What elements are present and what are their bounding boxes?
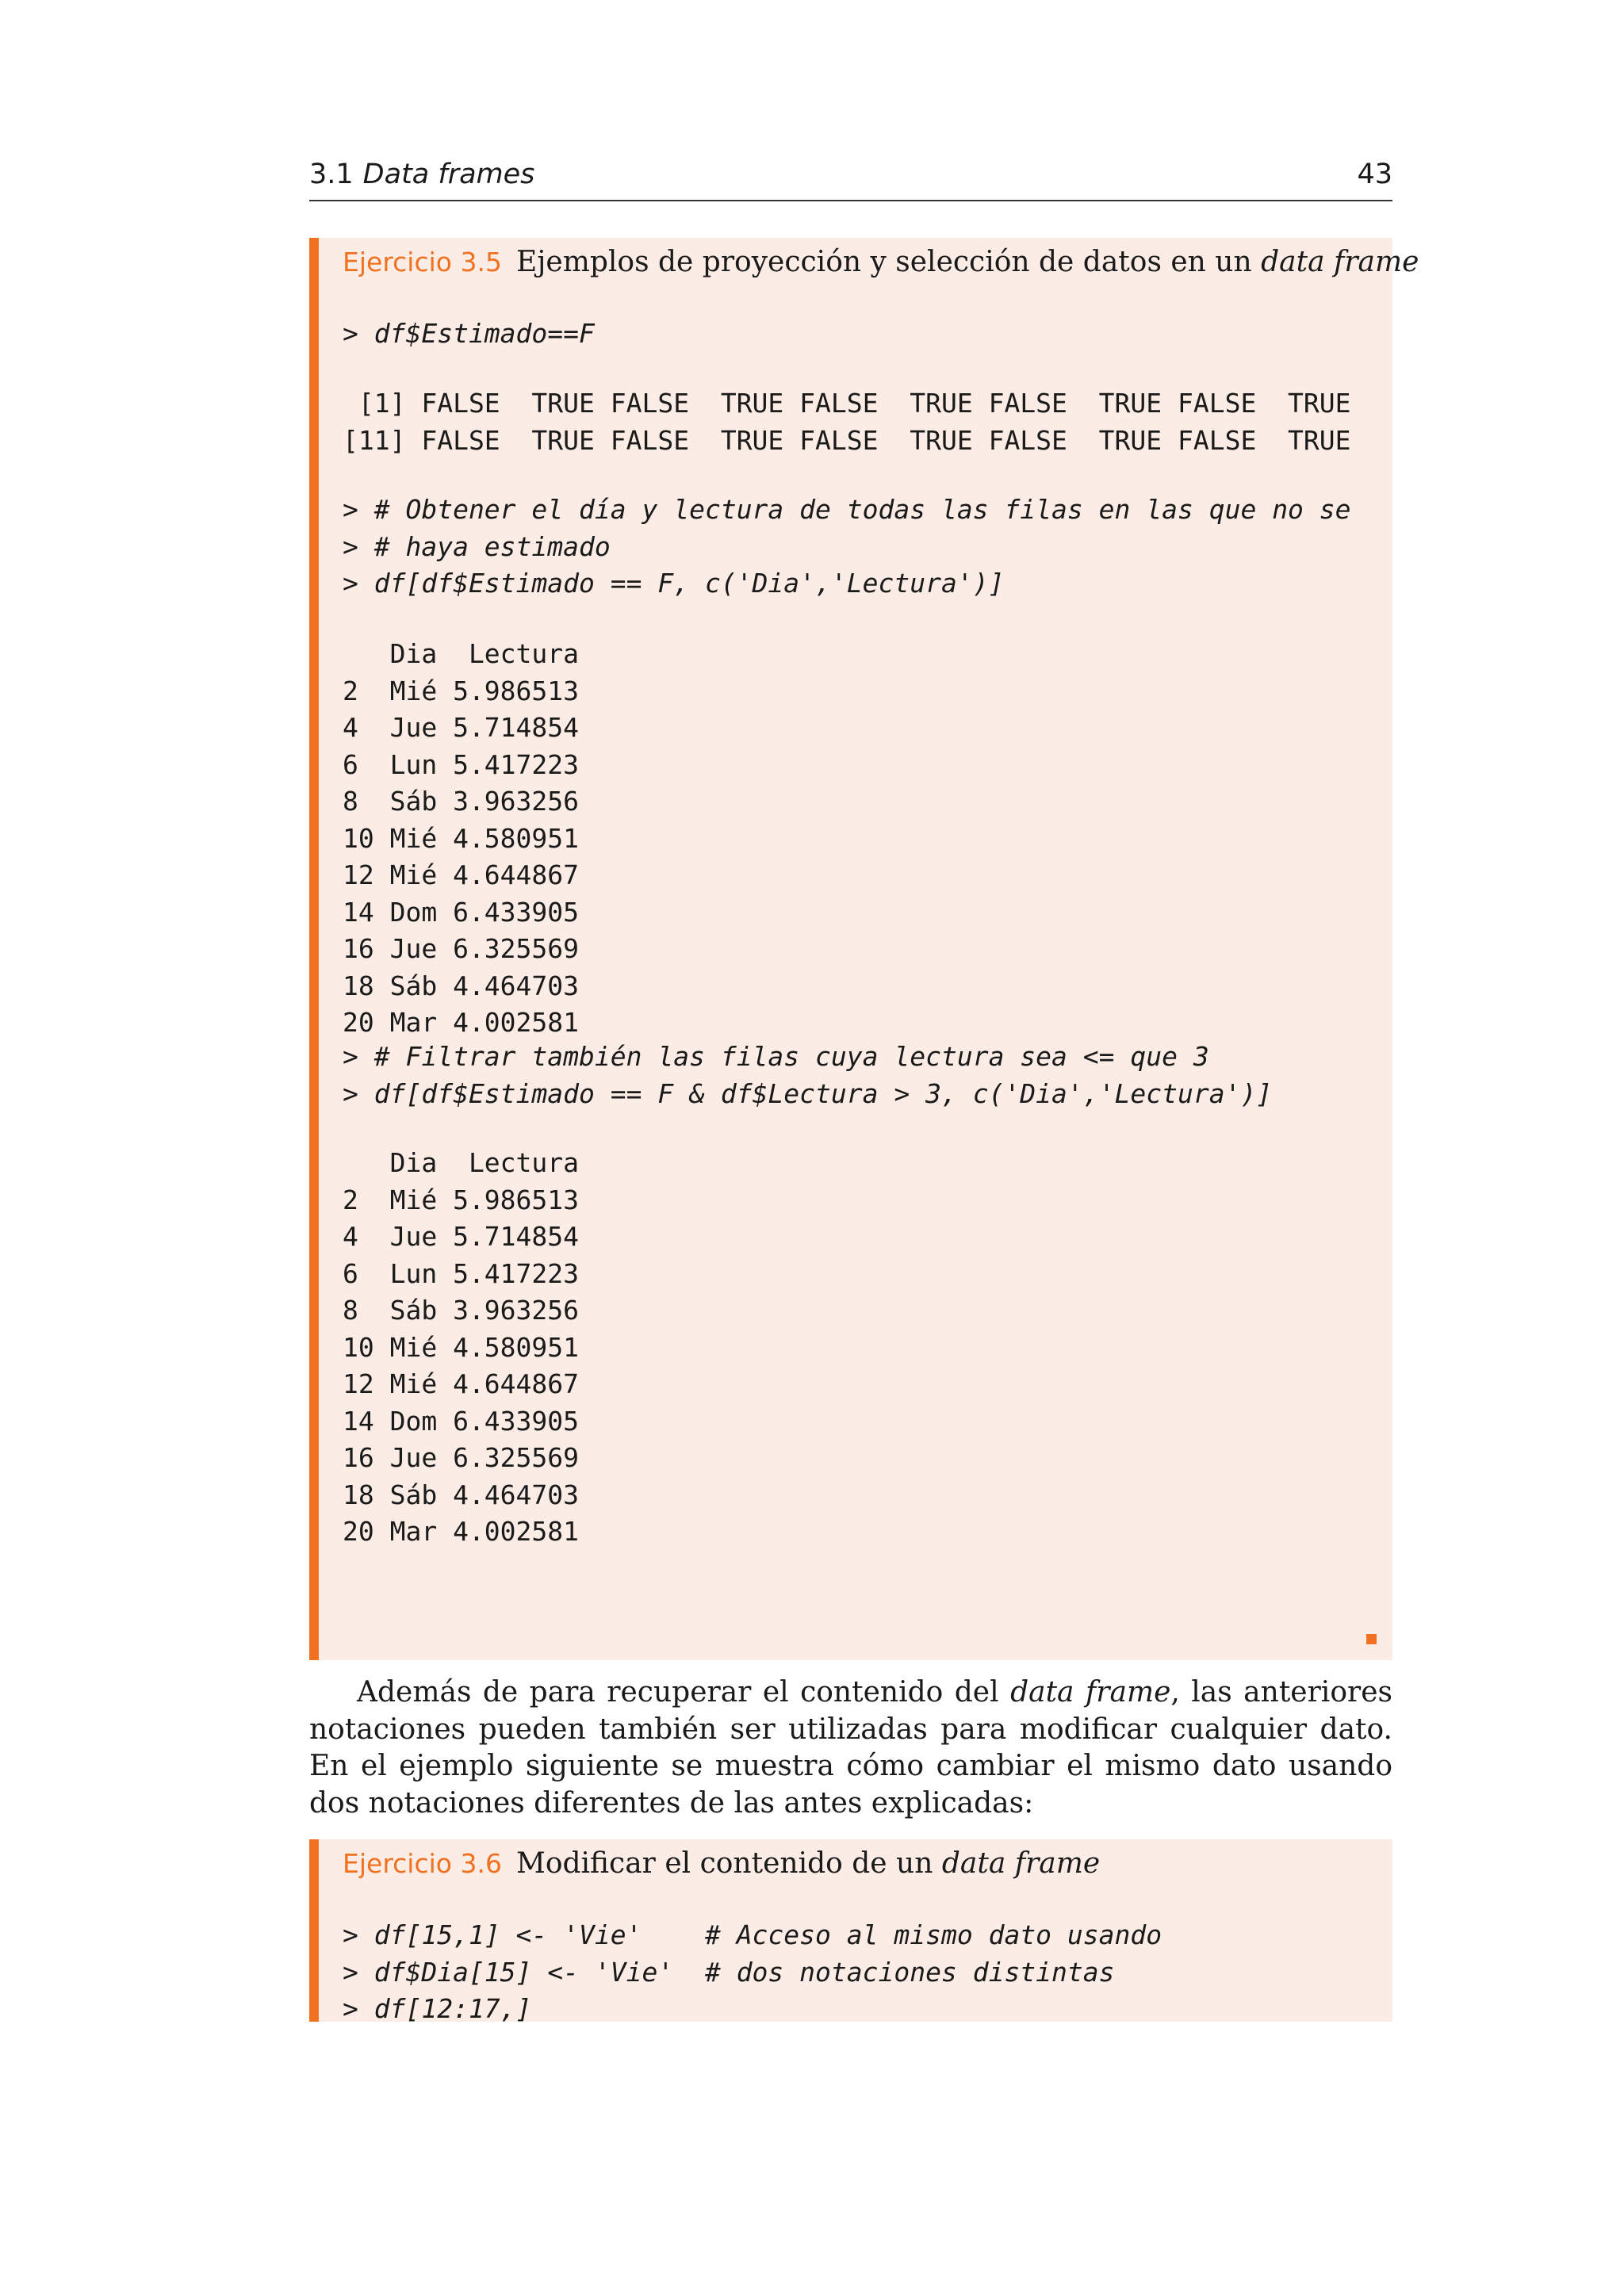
- code-input: > df$Estimado==F: [343, 318, 595, 349]
- code-output: [1] FALSE TRUE FALSE TRUE FALSE TRUE FALSE TRUE FALSE TRUE [11] FALSE TRUE FALSE TRUE FALSE TRUE FALSE TRUE FALSE TRUE: [343, 388, 1351, 456]
- exercise-title-text: Ejemplos de proyección y selección de datos en un: [515, 246, 1252, 278]
- section-title: Data frames: [362, 159, 535, 190]
- body-paragraph: [309, 1674, 1392, 1822]
- exercise-title-italic: data frame: [941, 1847, 1101, 1880]
- exercise-title: [343, 246, 1419, 278]
- code-output-table: Dia Lectura 2 Mié 5.986513 4 Jue 5.714854 6 Lun 5.417223 8 Sáb 3.963256 10 Mié 4.580951 12 Mié 4.644867 14 Dom 6.433905 16 Jue 6.325569 18 Sáb 4.464703 20 Mar 4.002581: [343, 1147, 580, 1547]
- code-input: > # Filtrar también las filas cuya lectura sea <= que 3 > df[df$Estimado == F & df$Lectura > 3, c('Dia','Lectura')]: [343, 1041, 1273, 1109]
- page-number: 43: [1357, 159, 1392, 190]
- section-number: 3.1: [309, 159, 354, 190]
- code-input: > df[15,1] <- 'Vie' # Acceso al mismo dato usando > df$Dia[15] <- 'Vie' # dos notaciones distintas > df[12:17,]: [343, 1919, 1162, 2024]
- section-heading: [309, 159, 534, 190]
- running-header: [309, 157, 1392, 201]
- exercise-label: Ejercicio 3.6: [343, 1848, 502, 1879]
- paragraph-text: Además de para recuperar el contenido del: [357, 1676, 1011, 1709]
- paragraph-text: , las anteriores notaciones pueden también ser utilizadas para modificar cualquier dato. En el ejemplo siguiente se muestra cómo cambiar el mismo dato usando dos notaciones diferentes de las antes explicadas:: [309, 1676, 1392, 1820]
- code-output-table: Dia Lectura 2 Mié 5.986513 4 Jue 5.714854 6 Lun 5.417223 8 Sáb 3.963256 10 Mié 4.580951 12 Mié 4.644867 14 Dom 6.433905 16 Jue 6.325569 18 Sáb 4.464703 20 Mar 4.002581: [343, 638, 580, 1038]
- exercise-title-italic: data frame: [1261, 246, 1419, 278]
- paragraph-italic: data frame: [1010, 1676, 1171, 1709]
- exercise-title-text: Modificar el contenido de un: [515, 1847, 933, 1880]
- exercise-box-3-6: [309, 1839, 1392, 2022]
- exercise-label: Ejercicio 3.5: [343, 247, 502, 277]
- exercise-title: [343, 1847, 1100, 1880]
- end-of-exercise-marker: [1366, 1634, 1377, 1644]
- exercise-box-3-5: [309, 238, 1419, 1660]
- code-input: > # Obtener el día y lectura de todas las filas en las que no se > # haya estimado > df[df$Estimado == F, c('Dia','Lectura')]: [343, 494, 1351, 599]
